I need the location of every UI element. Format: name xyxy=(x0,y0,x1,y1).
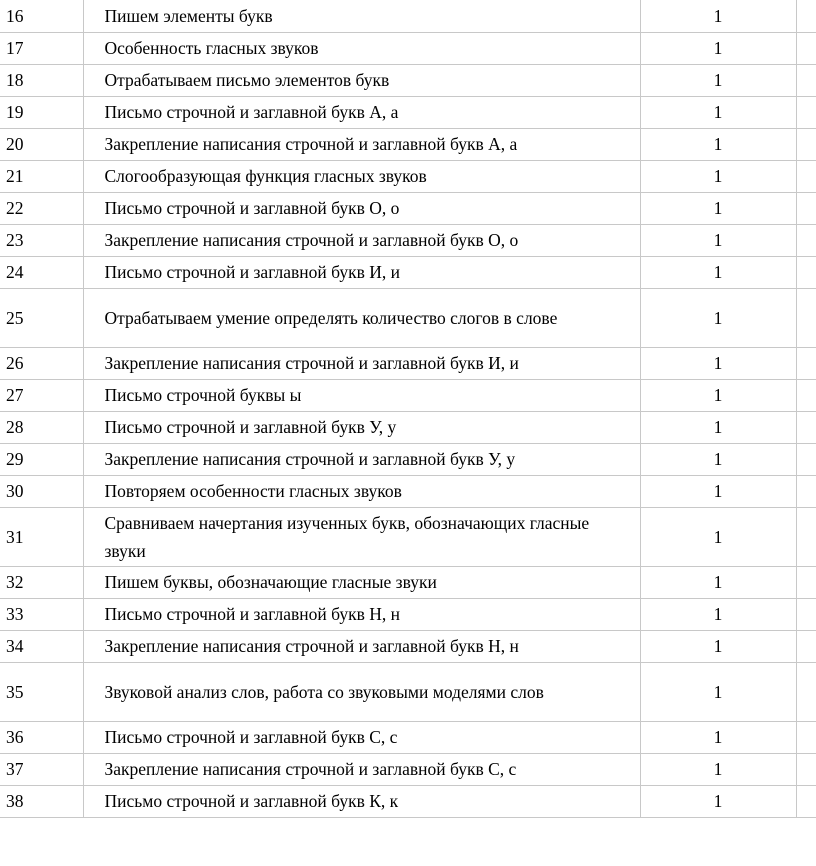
lesson-number: 35 xyxy=(0,662,83,721)
table-row xyxy=(0,507,816,566)
lesson-hours: 1 xyxy=(640,288,796,347)
table-row xyxy=(0,160,816,192)
lesson-number: 24 xyxy=(0,256,83,288)
empty-cell xyxy=(796,288,816,347)
lesson-hours: 1 xyxy=(640,598,796,630)
lesson-topic: Письмо строчной и заглавной букв О, о xyxy=(83,192,640,224)
lesson-hours: 1 xyxy=(640,753,796,785)
lesson-hours: 1 xyxy=(640,64,796,96)
lesson-topic: Пишем элементы букв xyxy=(83,0,640,32)
lesson-number: 28 xyxy=(0,411,83,443)
empty-cell xyxy=(796,64,816,96)
lesson-number: 20 xyxy=(0,128,83,160)
table-row xyxy=(0,288,816,347)
empty-cell xyxy=(796,256,816,288)
lesson-hours: 1 xyxy=(640,160,796,192)
lesson-topic: Звуковой анализ слов, работа со звуковыми моделями слов xyxy=(83,662,640,721)
table-row xyxy=(0,598,816,630)
lesson-number: 37 xyxy=(0,753,83,785)
table-row xyxy=(0,224,816,256)
lesson-number: 19 xyxy=(0,96,83,128)
lesson-hours: 1 xyxy=(640,192,796,224)
lesson-number: 30 xyxy=(0,475,83,507)
lesson-topic: Повторяем особенности гласных звуков xyxy=(83,475,640,507)
lesson-topic: Закрепление написания строчной и заглавной букв О, о xyxy=(83,224,640,256)
empty-cell xyxy=(796,160,816,192)
lesson-number: 34 xyxy=(0,630,83,662)
lesson-topic: Письмо строчной и заглавной букв У, у xyxy=(83,411,640,443)
lesson-number: 27 xyxy=(0,379,83,411)
empty-cell xyxy=(796,785,816,817)
lesson-hours: 1 xyxy=(640,256,796,288)
empty-cell xyxy=(796,192,816,224)
table-row xyxy=(0,566,816,598)
lesson-hours: 1 xyxy=(640,411,796,443)
empty-cell xyxy=(796,224,816,256)
table-row xyxy=(0,32,816,64)
table-row xyxy=(0,721,816,753)
empty-cell xyxy=(796,443,816,475)
lesson-number: 32 xyxy=(0,566,83,598)
empty-cell xyxy=(796,721,816,753)
lesson-topic: Закрепление написания строчной и заглавной букв А, а xyxy=(83,128,640,160)
table-row xyxy=(0,192,816,224)
lesson-topic: Письмо строчной и заглавной букв А, а xyxy=(83,96,640,128)
lesson-topic: Пишем буквы, обозначающие гласные звуки xyxy=(83,566,640,598)
lesson-number: 21 xyxy=(0,160,83,192)
table-row xyxy=(0,96,816,128)
table-row xyxy=(0,475,816,507)
lesson-number: 23 xyxy=(0,224,83,256)
lesson-number: 18 xyxy=(0,64,83,96)
lesson-topic: Закрепление написания строчной и заглавной букв У, у xyxy=(83,443,640,475)
empty-cell xyxy=(796,598,816,630)
lesson-number: 26 xyxy=(0,347,83,379)
lesson-number: 16 xyxy=(0,0,83,32)
empty-cell xyxy=(796,0,816,32)
empty-cell xyxy=(796,566,816,598)
lesson-topic: Письмо строчной и заглавной букв И, и xyxy=(83,256,640,288)
lesson-hours: 1 xyxy=(640,785,796,817)
table-row xyxy=(0,630,816,662)
empty-cell xyxy=(796,630,816,662)
table-row xyxy=(0,128,816,160)
table-row xyxy=(0,347,816,379)
lesson-topic: Письмо строчной и заглавной букв К, к xyxy=(83,785,640,817)
lesson-hours: 1 xyxy=(640,0,796,32)
lesson-hours: 1 xyxy=(640,475,796,507)
lesson-number: 29 xyxy=(0,443,83,475)
lesson-hours: 1 xyxy=(640,443,796,475)
table-row xyxy=(0,753,816,785)
table-row xyxy=(0,785,816,817)
empty-cell xyxy=(796,507,816,566)
lesson-topic: Закрепление написания строчной и заглавной букв Н, н xyxy=(83,630,640,662)
lesson-number: 22 xyxy=(0,192,83,224)
table-row xyxy=(0,443,816,475)
lesson-topic: Письмо строчной буквы ы xyxy=(83,379,640,411)
lesson-topic: Письмо строчной и заглавной букв Н, н xyxy=(83,598,640,630)
lesson-hours: 1 xyxy=(640,630,796,662)
lesson-topic: Письмо строчной и заглавной букв С, с xyxy=(83,721,640,753)
lesson-topic: Особенность гласных звуков xyxy=(83,32,640,64)
lesson-number: 31 xyxy=(0,507,83,566)
lesson-topic: Слогообразующая функция гласных звуков xyxy=(83,160,640,192)
lesson-number: 33 xyxy=(0,598,83,630)
empty-cell xyxy=(796,411,816,443)
empty-cell xyxy=(796,32,816,64)
empty-cell xyxy=(796,753,816,785)
empty-cell xyxy=(796,475,816,507)
lesson-hours: 1 xyxy=(640,347,796,379)
lesson-number: 17 xyxy=(0,32,83,64)
empty-cell xyxy=(796,379,816,411)
lesson-topic: Отрабатываем письмо элементов букв xyxy=(83,64,640,96)
empty-cell xyxy=(796,128,816,160)
table-row xyxy=(0,411,816,443)
table-row xyxy=(0,662,816,721)
empty-cell xyxy=(796,96,816,128)
lesson-hours: 1 xyxy=(640,96,796,128)
lesson-hours: 1 xyxy=(640,32,796,64)
table-row xyxy=(0,64,816,96)
lesson-topic: Отрабатываем умение определять количество слогов в слове xyxy=(83,288,640,347)
lesson-hours: 1 xyxy=(640,507,796,566)
table-row xyxy=(0,379,816,411)
lesson-topic: Закрепление написания строчной и заглавной букв С, с xyxy=(83,753,640,785)
lesson-hours: 1 xyxy=(640,128,796,160)
empty-cell xyxy=(796,347,816,379)
table-row xyxy=(0,256,816,288)
table-row xyxy=(0,0,816,32)
empty-cell xyxy=(796,662,816,721)
lesson-topic: Сравниваем начертания изученных букв, обозначающих гласные звуки xyxy=(83,507,640,566)
lesson-hours: 1 xyxy=(640,224,796,256)
lesson-number: 25 xyxy=(0,288,83,347)
lesson-hours: 1 xyxy=(640,566,796,598)
lesson-topic: Закрепление написания строчной и заглавной букв И, и xyxy=(83,347,640,379)
lesson-hours: 1 xyxy=(640,721,796,753)
lesson-number: 38 xyxy=(0,785,83,817)
lesson-hours: 1 xyxy=(640,379,796,411)
lesson-hours: 1 xyxy=(640,662,796,721)
lesson-number: 36 xyxy=(0,721,83,753)
